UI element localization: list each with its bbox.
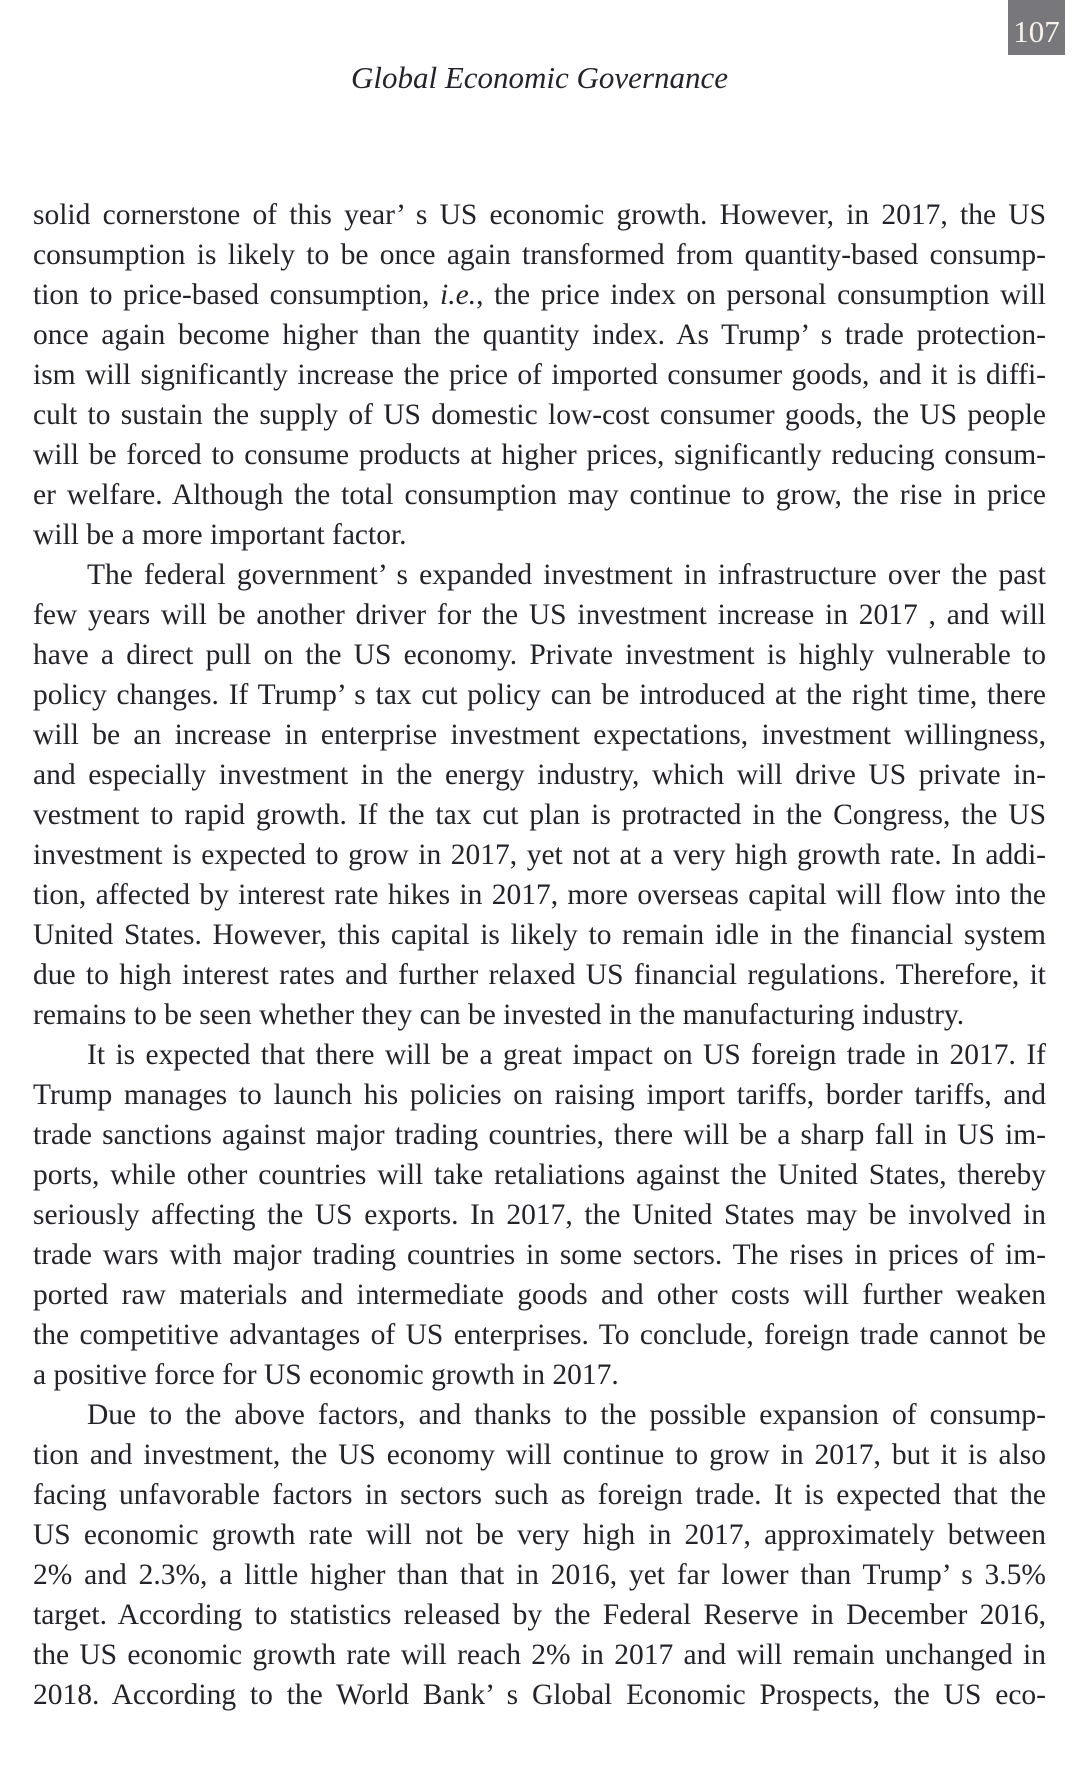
text-line: ported raw materials and intermediate goods and other costs will further weaken (33, 1279, 1046, 1311)
text-line: cult to sustain the supply of US domestic low-cost consumer goods, the US people (33, 399, 1046, 431)
text-line: and especially investment in the energy industry, which will drive US private in- (33, 759, 1046, 791)
page-number: 107 (1013, 14, 1060, 49)
text-line: remains to be seen whether they can be invested in the manufacturing industry. (33, 999, 965, 1031)
text-line: seriously affecting the US exports. In 2017, the United States may be involved in (33, 1199, 1046, 1231)
text-line: vestment to rapid growth. If the tax cut plan is protracted in the Congress, the US (33, 799, 1046, 831)
text-line: The federal government’ s expanded investment in infrastructure over the past (87, 559, 1046, 591)
page-number-box (1008, 0, 1065, 55)
text-line: have a direct pull on the US economy. Private investment is highly vulnerable to (33, 639, 1046, 671)
text-line: Due to the above factors, and thanks to the possible expansion of consump- (87, 1399, 1046, 1431)
text-line: few years will be another driver for the US investment increase in 2017 , and will (33, 599, 1046, 631)
text-line: US economic growth rate will not be very high in 2017, approximately between (33, 1519, 1046, 1551)
text-line: solid cornerstone of this year’ s US economic growth. However, in 2017, the US (33, 199, 1046, 231)
text-line: 2% and 2.3%, a little higher than that in 2016, yet far lower than Trump’ s 3.5% (33, 1559, 1046, 1591)
text-line: investment is expected to grow in 2017, yet not at a very high growth rate. In addi- (33, 839, 1046, 871)
text-line: ports, while other countries will take retaliations against the United States, thereby (33, 1159, 1046, 1191)
paragraph (33, 555, 1046, 1035)
text-line: the competitive advantages of US enterprises. To conclude, foreign trade cannot be (33, 1319, 1046, 1351)
italic-text: i.e. (440, 279, 477, 311)
text-segment: , the price index on personal consumption will (476, 279, 1047, 311)
text-line: Trump manages to launch his policies on raising import tariffs, border tariffs, and (33, 1079, 1046, 1111)
text-line: United States. However, this capital is likely to remain idle in the financial system (33, 919, 1046, 951)
text-line: trade wars with major trading countries in some sectors. The rises in prices of im- (33, 1239, 1046, 1271)
text-segment: tion to price-based consumption, (33, 279, 441, 311)
running-head: Global Economic Governance (350, 60, 729, 95)
text-line: policy changes. If Trump’ s tax cut policy can be introduced at the right time, there (33, 679, 1046, 711)
paragraph (33, 195, 1046, 555)
text-line: facing unfavorable factors in sectors such as foreign trade. It is expected that the (33, 1479, 1046, 1511)
text-line: will be a more important factor. (33, 519, 407, 551)
body-text (33, 195, 1046, 1715)
text-line: ism will significantly increase the price of imported consumer goods, and it is diffi- (33, 359, 1046, 391)
text-line: will be an increase in enterprise investment expectations, investment willingness, (33, 719, 1046, 751)
text-line: due to high interest rates and further relaxed US financial regulations. Therefore, it (33, 959, 1046, 991)
text-line: er welfare. Although the total consumption may continue to grow, the rise in price (33, 479, 1046, 511)
paragraph (33, 1395, 1046, 1715)
text-line: consumption is likely to be once again transformed from quantity-based consump- (33, 239, 1046, 271)
paragraph (33, 1035, 1046, 1395)
text-line (33, 275, 1046, 315)
text-line: tion and investment, the US economy will continue to grow in 2017, but it is also (33, 1439, 1046, 1471)
text-line: It is expected that there will be a great impact on US foreign trade in 2017. If (87, 1039, 1046, 1071)
text-line: a positive force for US economic growth in 2017. (33, 1359, 619, 1391)
text-line: trade sanctions against major trading countries, there will be a sharp fall in US im- (33, 1119, 1046, 1151)
text-line: will be forced to consume products at higher prices, significantly reducing consum- (33, 439, 1046, 471)
text-line: tion, affected by interest rate hikes in 2017, more overseas capital will flow into the (33, 879, 1046, 911)
text-line: once again become higher than the quantity index. As Trump’ s trade protection- (33, 319, 1046, 351)
text-line: target. According to statistics released by the Federal Reserve in December 2016, (33, 1599, 1046, 1631)
text-line: the US economic growth rate will reach 2% in 2017 and will remain unchanged in (33, 1639, 1046, 1671)
text-line: 2018. According to the World Bank’ s Global Economic Prospects, the US eco- (33, 1679, 1046, 1711)
